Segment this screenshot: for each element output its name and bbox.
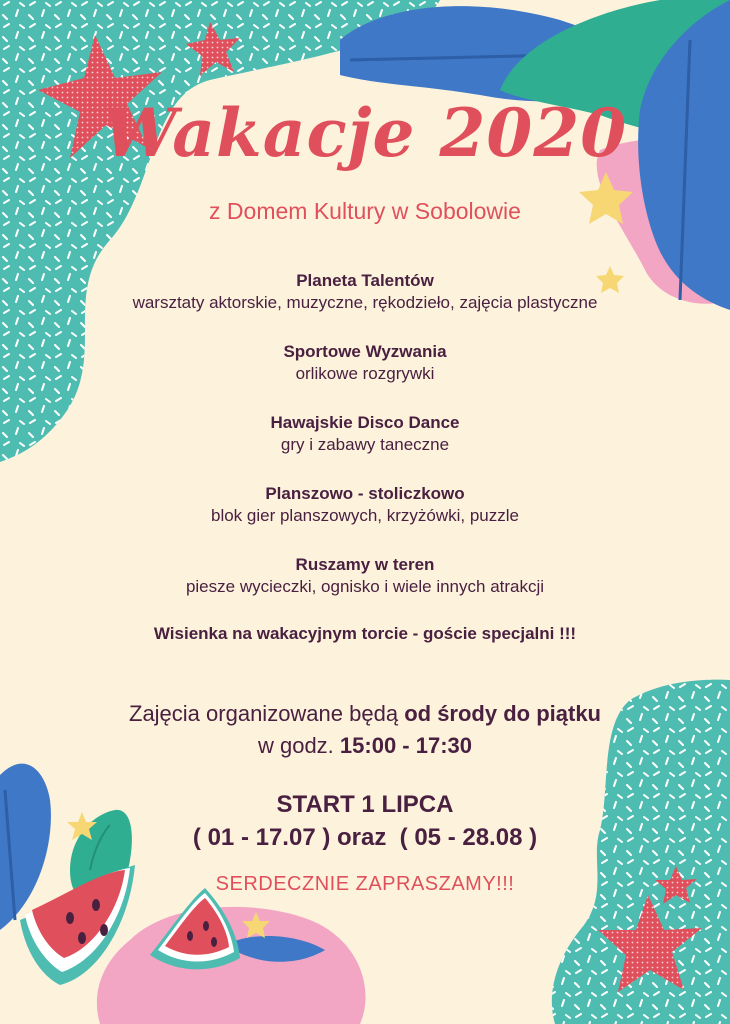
activity-name: Ruszamy w teren bbox=[295, 555, 435, 574]
activity-description: gry i zabawy taneczne bbox=[280, 435, 450, 454]
special-guests: Wisienka na wakacyjnym torcie - goście specjalni !!! bbox=[153, 624, 577, 643]
activity-description: warsztaty aktorskie, muzyczne, rękodzieło, zajęcia plastyczne bbox=[132, 293, 598, 312]
schedule-hours-prefix: w godz. bbox=[257, 733, 334, 758]
schedule-days-line bbox=[40, 698, 690, 730]
activity-description: blok gier planszowych, krzyżówki, puzzle bbox=[210, 506, 519, 525]
activity-item bbox=[60, 554, 670, 625]
activity-name: Hawajskie Disco Dance bbox=[270, 413, 460, 432]
activity-name: Planeta Talentów bbox=[296, 271, 434, 290]
schedule-info bbox=[40, 698, 690, 762]
activity-description: orlikowe rozgrywki bbox=[295, 364, 435, 383]
activity-name: Planszowo - stoliczkowo bbox=[265, 484, 465, 503]
invitation: SERDECZNIE ZAPRASZAMY!!! bbox=[215, 873, 515, 895]
activity-description: piesze wycieczki, ognisko i wiele innych atrakcji bbox=[185, 577, 545, 596]
schedule-hours-line bbox=[40, 730, 690, 762]
start-date: START 1 LIPCA bbox=[276, 791, 454, 818]
start-periods: ( 01 - 17.07 ) oraz ( 05 - 28.08 ) bbox=[192, 824, 538, 851]
activity-item bbox=[60, 483, 670, 554]
activity-item bbox=[60, 412, 670, 483]
poster-title: Wakacje 2020 bbox=[102, 94, 628, 172]
activity-item bbox=[60, 270, 670, 341]
schedule-days-prefix: Zajęcia organizowane będą bbox=[129, 701, 399, 726]
activity-list bbox=[60, 270, 670, 645]
schedule-days: od środy do piątku bbox=[404, 701, 601, 726]
activity-item bbox=[60, 341, 670, 412]
schedule-hours: 15:00 - 17:30 bbox=[339, 733, 473, 758]
activity-name: Sportowe Wyzwania bbox=[283, 342, 447, 361]
start-info bbox=[40, 788, 690, 854]
poster-subtitle: z Domem Kultury w Sobolowie bbox=[209, 198, 521, 224]
